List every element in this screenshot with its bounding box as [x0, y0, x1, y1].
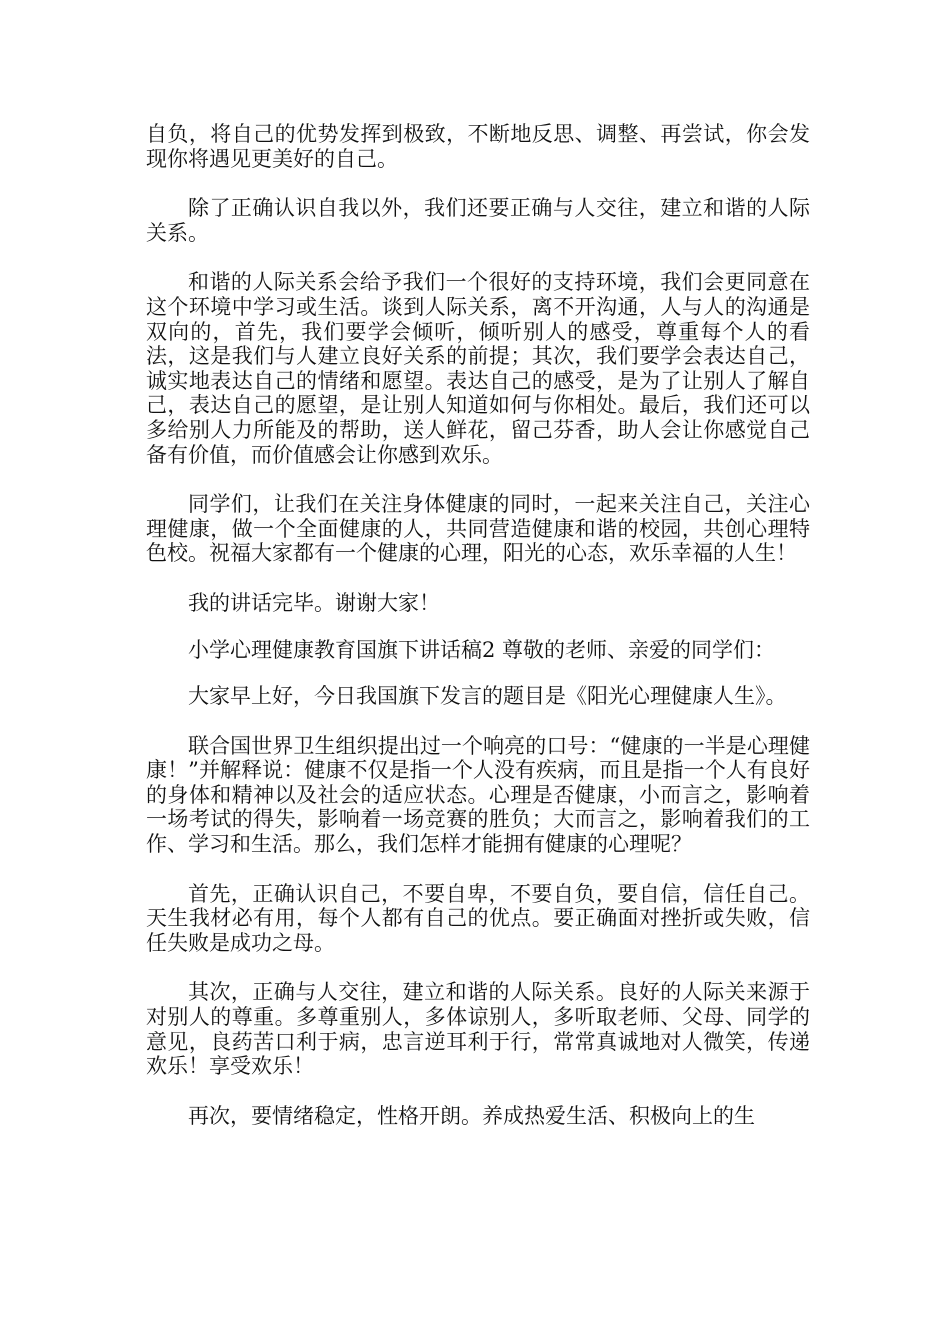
- paragraph-11: 再次，要情绪稳定，性格开朗。养成热爱生活、积极向上的生: [188, 1103, 755, 1128]
- paragraph-1: 自负，将自己的优势发挥到极致，不断地反思、调整、再尝试，你会发现你将遇见更美好的自己。: [146, 122, 810, 171]
- paragraph-6: 小学心理健康教育国旗下讲话稿2 尊敬的老师、亲爱的同学们：: [188, 637, 776, 662]
- paragraph-7: 大家早上好，今日我国旗下发言的题目是《阳光心理健康人生》。: [188, 684, 787, 709]
- paragraph-10: 其次，正确与人交往，建立和谐的人际关系。良好的人际关来源于对别人的尊重。多尊重别人，多体谅别人，多听取老师、父母、同学的意见，良药苦口利于病，忠言逆耳利于行，常常真诚地对人微笑，传递欢乐！享受欢乐！: [146, 980, 810, 1079]
- paragraph-9: 首先，正确认识自己，不要自卑，不要自负，要自信，信任自己。天生我材必有用，每个人都有自己的优点。要正确面对挫折或失败，信任失败是成功之母。: [146, 881, 810, 955]
- paragraph-4: 同学们，让我们在关注身体健康的同时，一起来关注自己，关注心理健康，做一个全面健康的人，共同营造健康和谐的校园，共创心理特色校。祝福大家都有一个健康的心理，阳光的心态，欢乐幸福的人生！: [146, 492, 810, 566]
- document-body: [146, 122, 810, 1128]
- paragraph-5: 我的讲话完毕。谢谢大家！: [188, 590, 440, 615]
- paragraph-3: 和谐的人际关系会给予我们一个很好的支持环境，我们会更同意在这个环境中学习或生活。谈到人际关系，离不开沟通，人与人的沟通是双向的，首先，我们要学会倾听，倾听别人的感受，尊重每个人的看法，这是我们与人建立良好关系的前提；其次，我们要学会表达自己，诚实地表达自己的情绪和愿望。表达自己的感受，是为了让别人了解自己，表达自己的愿望，是让别人知道如何与你相处。最后，我们还可以多给别人力所能及的帮助，送人鲜花，留己芬香，助人会让你感觉自己备有价值，而价值感会让你感到欢乐。: [146, 270, 810, 467]
- paragraph-2: 除了正确认识自我以外，我们还要正确与人交往，建立和谐的人际关系。: [146, 196, 810, 245]
- paragraph-8: 联合国世界卫生组织提出过一个响亮的口号：“健康的一半是心理健康！”并解释说：健康不仅是指一个人没有疾病，而且是指一个人有良好的身体和精神以及社会的适应状态。心理是否健康，小而言之，影响着一场考试的得失，影响着一场竞赛的胜负；大而言之，影响着我们的工作、学习和生活。那么，我们怎样才能拥有健康的心理呢？: [146, 733, 810, 857]
